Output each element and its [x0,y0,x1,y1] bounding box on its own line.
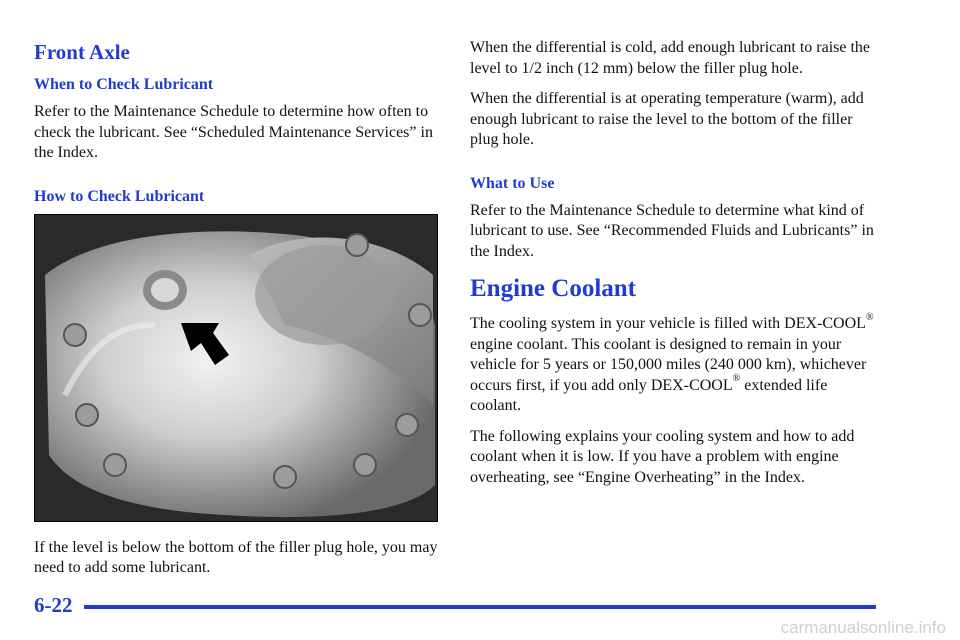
right-column [470,38,880,498]
differential-illustration [35,215,437,521]
subheading-how-to-check: How to Check Lubricant [34,187,205,205]
registered-mark: ® [732,373,741,385]
watermark-text: carmanualsonline.info [780,618,946,637]
coolant-text-c: extended life coolant. [470,376,828,414]
paragraph-cold: When the differential is cold, add enough lubricant to raise the level to 1/2 inch (12 mm) below the filler plug hole. [470,39,871,77]
section-title-engine-coolant: Engine Coolant [470,275,637,302]
coolant-text-a: The cooling system in your vehicle is filled with DEX-COOL [470,315,866,332]
differential-photo [34,214,438,522]
paragraph-when-to-check: Refer to the Maintenance Schedule to determine how often to check the lubricant. See “Scheduled Maintenance Services” in the Index. [34,103,433,161]
subheading-when-to-check: When to Check Lubricant [34,76,214,93]
footer-rule [84,605,876,609]
paragraph-below-level: If the level is below the bottom of the filler plug hole, you may need to add some lubricant. [34,538,438,576]
spacer [470,161,880,173]
paragraph-warm: When the differential is at operating temperature (warm), add enough lubricant to raise the level to the bottom of the filler plug hole. [470,90,864,148]
page-number: 6-22 [34,593,73,617]
left-column [34,38,438,589]
paragraph-coolant-intro [470,311,880,417]
page-footer [34,593,876,617]
section-title-front-axle: Front Axle [34,40,130,64]
coolant-text-b: engine coolant. This coolant is designed to remain in your vehicle for 5 years or 150,000 miles (240 000 km), whichever occurs first, if you add only DEX-COOL [470,335,867,394]
spacer [34,174,438,186]
paragraph-coolant-explain: The following explains your cooling system and how to add coolant when it is low. If you have a problem with engine overheating, see “Engine Overheating” in the Index. [470,427,855,486]
paragraph-what-to-use: Refer to the Maintenance Schedule to determine what kind of lubricant to use. See “Recommended Fluids and Lubricants” in the Index. [470,201,874,260]
registered-mark: ® [865,311,874,323]
subheading-what-to-use: What to Use [470,174,555,192]
